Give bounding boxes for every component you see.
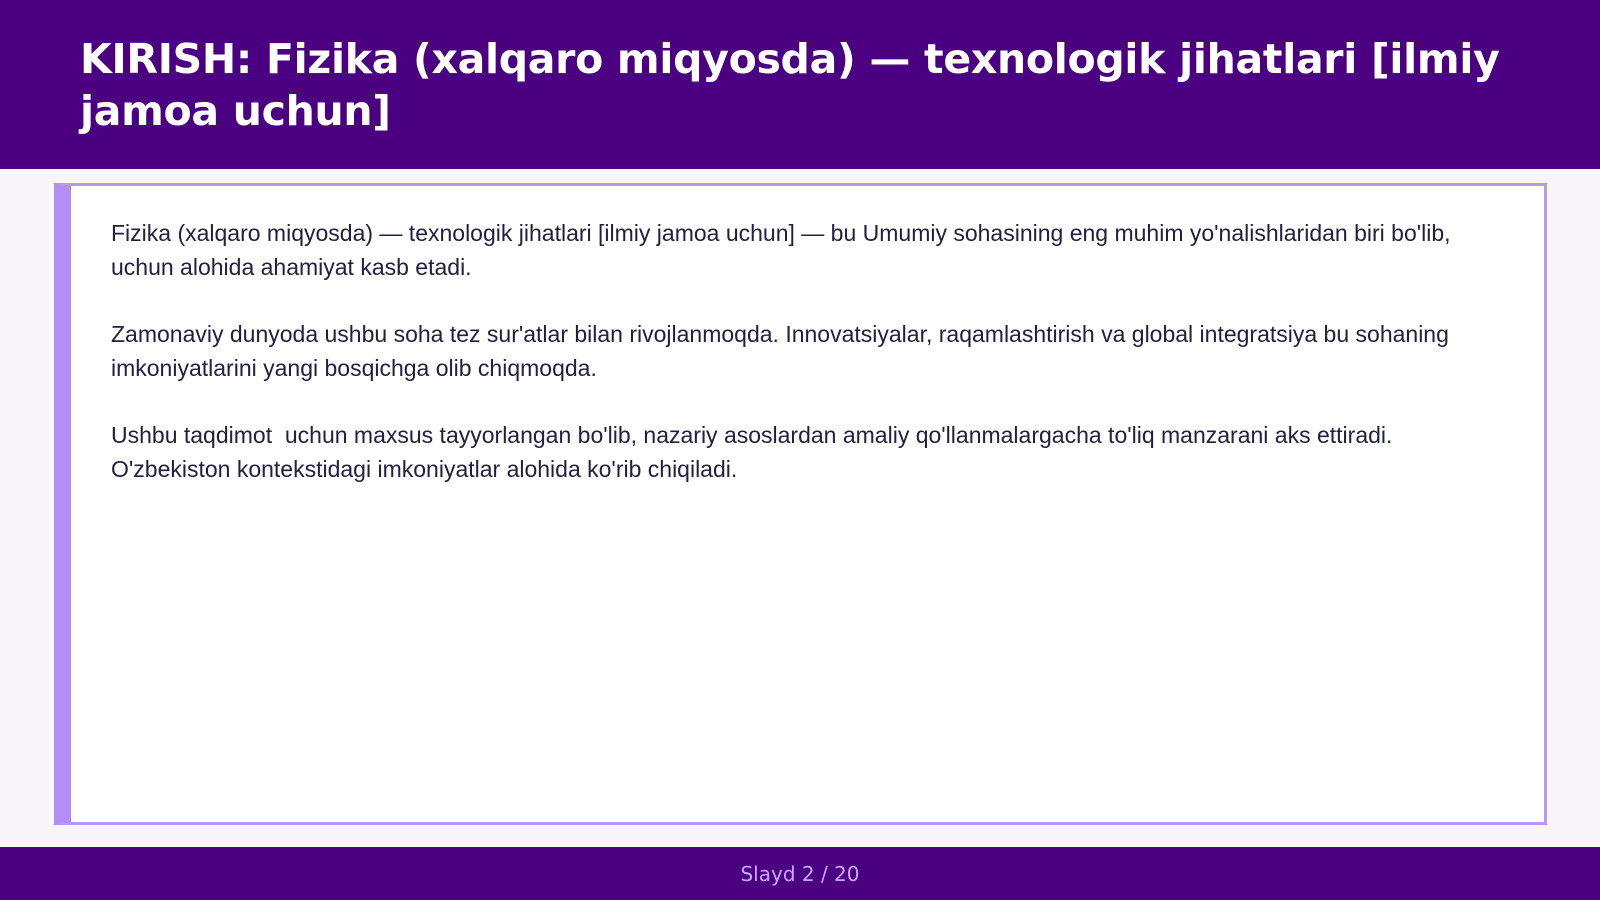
slide-title: KIRISH: Fizika (xalqaro miqyosda) — texnologik jihatlari [ilmiy jamoa uchun] bbox=[80, 35, 1500, 135]
slide-content-card bbox=[54, 183, 1547, 825]
presentation-purpose-paragraph: Ushbu taqdimot uchun maxsus tayyorlangan bo'lib, nazariy asoslardan amaliy qo'llanmalargacha to'liq manzarani aks ettiradi. O'zbekiston kontekstidagi imkoniyatlar alohida ko'rib chiqiladi. bbox=[111, 422, 1399, 482]
slide-number: Slayd 2 / 20 bbox=[740, 861, 860, 886]
intro-paragraph: Fizika (xalqaro miqyosda) — texnologik jihatlari [ilmiy jamoa uchun] — bu Umumiy sohasining eng muhim yo'nalishlaridan biri bo'lib, uchun alohida ahamiyat kasb etadi. bbox=[111, 220, 1464, 280]
modern-world-paragraph: Zamonaviy dunyoda ushbu soha tez sur'atlar bilan rivojlanmoqda. Innovatsiyalar, raqamlashtirish va global integratsiya bu sohaning imkoniyatlarini yangi bosqichga olib chiqmoqda. bbox=[111, 321, 1456, 381]
slide-footer bbox=[0, 847, 1600, 900]
slide-header bbox=[0, 0, 1600, 169]
